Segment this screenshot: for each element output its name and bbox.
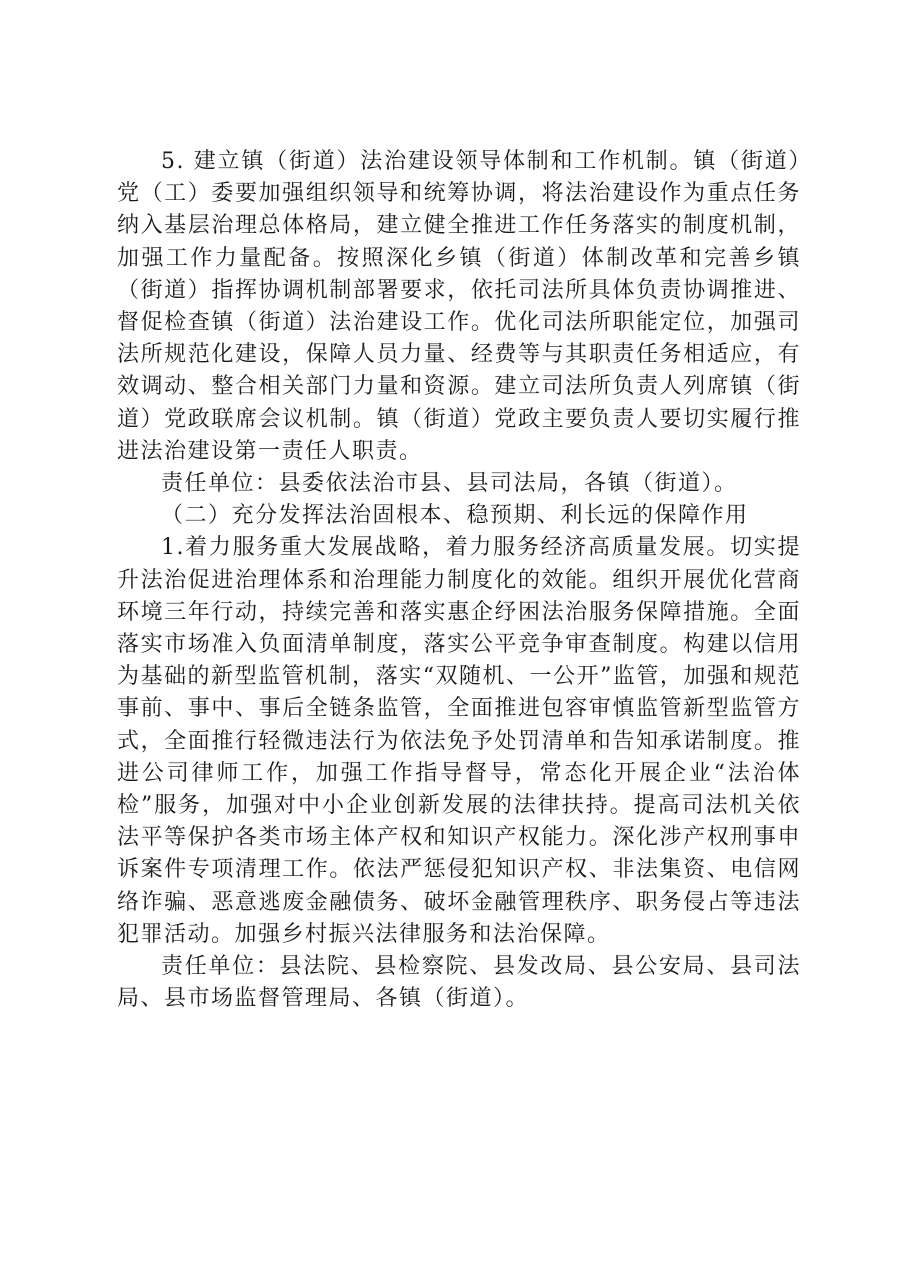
paragraph-item-5: 5. 建立镇（街道）法治建设领导体制和工作机制。镇（街道）党（工）委要加强组织领导和统筹协调，将法治建设作为重点任务纳入基层治理总体格局，建立健全推进工作任务落实的制度机制，加强工作力量配备。按照深化乡镇（街道）体制改革和完善乡镇（街道）指挥协调机制部署要求，依托司法所具体负责协调推进、督促检查镇（街道）法治建设工作。优化司法所职能定位，加强司法所规范化建设，保障人员力量、经费等与其职责任务相适应，有效调动、整合相关部门力量和资源。建立司法所负责人列席镇（街道）党政联席会议机制。镇（街道）党政主要负责人要切实履行推进法治建设第一责任人职责。 xyxy=(117,149,801,464)
paragraph-item-1: 1.着力服务重大发展战略，着力服务经济高质量发展。切实提升法治促进治理体系和治理能力制度化的效能。组织开展优化营商环境三年行动，持续完善和落实惠企纾困法治服务保障措施。全面落实市场准入负面清单制度，落实公平竞争审查制度。构建以信用为基础的新型监管机制，落实“双随机、一公开”监管，加强和规范事前、事中、事后全链条监管，全面推进包容审慎监管新型监管方式，全面推行轻微违法行为依法免予处罚清单和告知承诺制度。推进公司律师工作，加强工作指导督导，常态化开展企业“法治体检”服务，加强对中小企业创新发展的法律扶持。提高司法机关依法平等保护各类市场主体产权和知识产权能力。深化涉产权刑事申诉案件专项清理工作。依法严惩侵犯知识产权、非法集资、电信网络诈骗、恶意逃废金融债务、破坏金融管理秩序、职务侵占等违法犯罪活动。加强乡村振兴法律服务和法治保障。 xyxy=(117,535,801,947)
section-subheading: （二）充分发挥法治固根本、稳预期、利长远的保障作用 xyxy=(161,503,749,529)
paragraph-responsibility-2: 责任单位：县法院、县检察院、县发改局、县公安局、县司法局、县市场监督管理局、各镇（街道）。 xyxy=(117,954,801,1012)
document-body xyxy=(117,146,801,1015)
paragraph-responsibility-1: 责任单位：县委依法治市县、县司法局，各镇（街道）。 xyxy=(161,471,738,497)
